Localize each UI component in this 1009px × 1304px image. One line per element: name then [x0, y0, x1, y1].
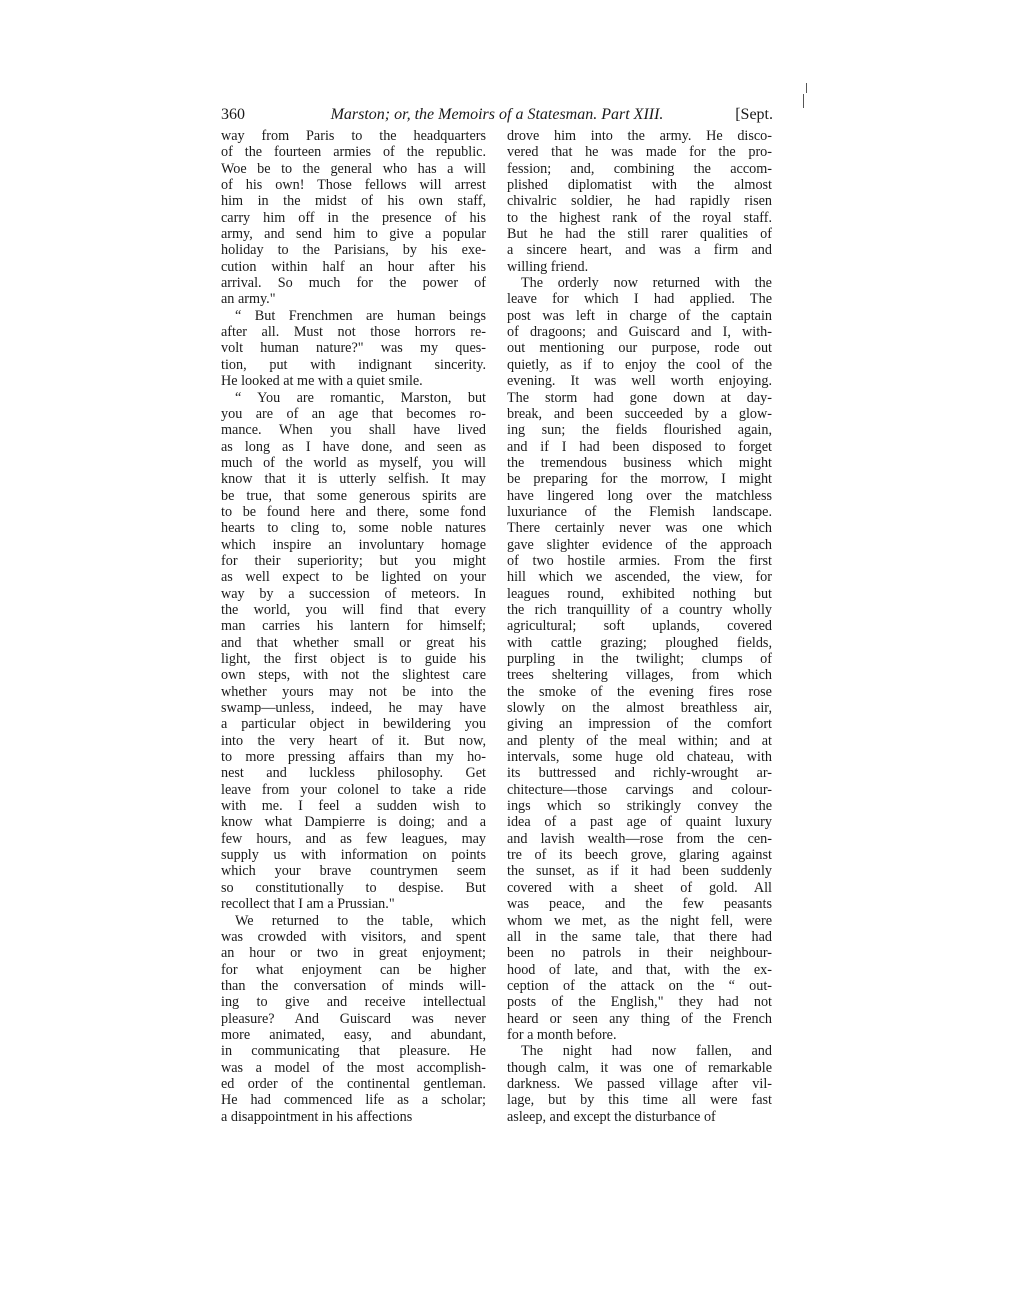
- left-text-column: [221, 128, 486, 1125]
- text-line: be true, that some generous spirits are: [221, 487, 486, 504]
- text-line: man carries his lantern for himself;: [221, 618, 486, 635]
- text-line: the tremendous business which might: [507, 454, 772, 471]
- text-line: to the highest rank of the royal staff.: [507, 209, 772, 226]
- text-line: chivalric soldier, he had rapidly risen: [507, 193, 772, 210]
- text-line: agricultural; soft uplands, covered: [507, 618, 772, 635]
- text-line: which your brave countrymen seem: [221, 863, 486, 880]
- text-line: which inspire an involuntary homage: [221, 536, 486, 553]
- page-number: 360: [221, 106, 245, 123]
- text-line: giving an impression of the comfort: [507, 716, 772, 733]
- text-line: recollect that I am a Prussian.": [221, 896, 395, 913]
- text-line: leave for which I had applied. The: [507, 291, 772, 308]
- text-line: carry him off in the presence of his: [221, 209, 486, 226]
- text-line: There certainly never was one which: [507, 520, 772, 537]
- text-line: in communicating that pleasure. He: [221, 1043, 486, 1060]
- text-line: for what enjoyment can be higher: [221, 961, 486, 978]
- text-line: break, and been succeeded by a glow-: [507, 405, 772, 422]
- text-line: much of the world as myself, you will: [221, 454, 486, 471]
- text-line: with me. I feel a sudden wish to: [221, 798, 486, 815]
- text-line: chitecture—those carvings and colour-: [507, 781, 772, 798]
- text-line: few hours, and as few leagues, may: [221, 830, 486, 847]
- text-line: to more pressing affairs than my ho-: [221, 749, 486, 766]
- text-line: though calm, it was one of remarkable: [507, 1059, 772, 1076]
- text-line: arrival. So much for the power of: [221, 275, 486, 292]
- text-line: after all. Must not those horrors re-: [221, 324, 486, 341]
- text-line: ing to give and receive intellectual: [221, 994, 486, 1011]
- text-line: a disappointment in his affections: [221, 1108, 413, 1125]
- text-line: The orderly now returned with the: [521, 275, 772, 292]
- text-line: hood of late, and that, with the ex-: [507, 961, 772, 978]
- text-line: way from Paris to the headquarters: [221, 128, 486, 144]
- text-line: drove him into the army. He disco-: [507, 128, 772, 144]
- text-line: But he had the still rarer qualities of: [507, 226, 772, 243]
- text-line: light, the first object is to guide his: [221, 651, 486, 667]
- text-line: so constitutionally to despise. But: [221, 879, 486, 896]
- text-line: as well expect to be lighted on your: [221, 569, 486, 586]
- text-line: tion, put with indignant sincerity.: [221, 356, 486, 373]
- text-line: He had commenced life as a scholar;: [221, 1092, 486, 1109]
- text-line: ings which so strikingly convey the: [507, 798, 772, 815]
- text-line: swamp—unless, indeed, he may have: [221, 700, 486, 717]
- text-line: intervals, some huge old chateau, with: [507, 749, 772, 766]
- text-line: asleep, and except the disturbance of: [507, 1108, 716, 1125]
- text-line: cution within half an hour after his: [221, 258, 486, 275]
- text-line: plished diplomatist with the almost: [507, 177, 772, 194]
- text-line: way by a succession of meteors. In: [221, 585, 486, 602]
- text-line: know that it is utterly selfish. It may: [221, 471, 486, 488]
- text-line: hill which we ascended, the view, for: [507, 569, 772, 586]
- issue-marker: [Sept.: [735, 106, 773, 123]
- text-line: vered that he was made for the pro-: [507, 144, 772, 161]
- text-line: than the conversation of minds will-: [221, 977, 486, 994]
- text-line: nest and luckless philosophy. Get: [221, 765, 486, 782]
- text-line: Woe be to the general who has a will: [221, 160, 486, 177]
- text-line: leagues round, exhibited nothing but: [507, 585, 772, 602]
- margin-mark: [806, 83, 807, 93]
- text-line: was crowded with visitors, and spent: [221, 928, 486, 945]
- text-line: be preparing for the morrow, I might: [507, 471, 772, 488]
- text-line: The night had now fallen, and: [521, 1043, 772, 1060]
- text-line: “ You are romantic, Marston, but: [235, 389, 486, 406]
- text-line: out mentioning our purpose, rode out: [507, 340, 772, 357]
- text-line: and that whether small or great his: [221, 634, 486, 651]
- text-line: was peace, and the few peasants: [507, 896, 772, 913]
- text-line: The storm had gone down at day-: [507, 389, 772, 406]
- text-line: leave from your colonel to take a ride: [221, 781, 486, 798]
- text-line: was a model of the most accomplish-: [221, 1059, 486, 1076]
- text-line: evening. It was well worth enjoying.: [507, 373, 772, 390]
- text-line: heard or seen any thing of the French: [507, 1010, 772, 1027]
- text-line: of his own! Those fellows will arrest: [221, 177, 486, 194]
- text-line: more animated, easy, and abundant,: [221, 1026, 486, 1043]
- text-line: darkness. We passed village after vil-: [507, 1075, 772, 1092]
- page-header: [221, 103, 773, 127]
- text-line: a sincere heart, and was a firm and: [507, 242, 772, 259]
- text-line: luxuriance of the Flemish landscape.: [507, 503, 772, 520]
- text-line: gave slighter evidence of the approach: [507, 536, 772, 553]
- margin-mark: [803, 94, 804, 108]
- text-line: tre of its beech grove, glaring against: [507, 847, 772, 864]
- text-line: post was left in charge of the captain: [507, 307, 772, 324]
- text-line: supply us with information on points: [221, 847, 486, 864]
- text-line: for their superiority; but you might: [221, 552, 486, 569]
- text-line: and if I had been disposed to forget: [507, 438, 772, 455]
- text-line: “ But Frenchmen are human beings: [235, 307, 486, 324]
- text-line: have lingered long over the matchless: [507, 487, 772, 504]
- text-line: fession; and, combining the accom-: [507, 160, 772, 177]
- text-line: a particular object in bewildering you: [221, 716, 486, 733]
- text-line: into the very heart of it. But now,: [221, 732, 486, 749]
- text-line: all in the same tale, that there had: [507, 928, 772, 945]
- text-line: quietly, as if to enjoy the cool of the: [507, 356, 772, 373]
- text-line: volt human nature?" was my ques-: [221, 340, 486, 357]
- text-line: and lavish wealth—rose from the cen-: [507, 830, 772, 847]
- text-line: its buttressed and richly-wrought ar-: [507, 765, 772, 782]
- text-line: ed order of the continental gentleman.: [221, 1075, 486, 1092]
- text-line: the smoke of the evening fires rose: [507, 683, 772, 700]
- text-line: slowly on the almost breathless air,: [507, 700, 772, 717]
- text-line: been no patrols in their neighbour-: [507, 945, 772, 962]
- text-line: posts of the English," they had not: [507, 994, 772, 1011]
- text-line: ing sun; the fields flourished again,: [507, 422, 772, 439]
- text-line: with cattle grazing; ploughed fields,: [507, 634, 772, 651]
- text-line: He looked at me with a quiet smile.: [221, 373, 423, 390]
- text-line: covered with a sheet of gold. All: [507, 879, 772, 896]
- text-line: of dragoons; and Guiscard and I, with-: [507, 324, 772, 341]
- text-line: of two hostile armies. From the first: [507, 552, 772, 569]
- text-line: lage, but by this time all were fast: [507, 1092, 772, 1109]
- text-line: him in the midst of his own staff,: [221, 193, 486, 210]
- right-text-column: [507, 128, 772, 1125]
- text-line: for a month before.: [507, 1026, 617, 1043]
- text-line: an hour or two in great enjoyment;: [221, 945, 486, 962]
- text-line: to be found here and there, some fond: [221, 503, 486, 520]
- running-title: Marston; or, the Memoirs of a Statesman. Part XIII.: [330, 106, 664, 123]
- text-line: an army.": [221, 291, 276, 308]
- text-line: holiday to the Parisians, by his exe-: [221, 242, 486, 259]
- text-line: you are of an age that becomes ro-: [221, 405, 486, 422]
- text-line: the sunset, as if it had been suddenly: [507, 863, 772, 880]
- text-line: willing friend.: [507, 258, 589, 275]
- text-line: know what Dampierre is doing; and a: [221, 814, 486, 831]
- text-line: and plenty of the meal within; and at: [507, 732, 772, 749]
- text-line: own steps, with not the slightest care: [221, 667, 486, 684]
- text-line: pleasure? And Guiscard was never: [221, 1010, 486, 1027]
- text-line: whether yours may not be into the: [221, 683, 486, 700]
- text-line: as long as I have done, and seen as: [221, 438, 486, 455]
- text-line: the rich tranquillity of a country wholly: [507, 601, 772, 618]
- text-line: hearts to cling to, some noble natures: [221, 520, 486, 537]
- text-line: trees sheltering villages, from which: [507, 667, 772, 684]
- text-line: We returned to the table, which: [235, 912, 486, 929]
- text-line: of the fourteen armies of the republic.: [221, 144, 486, 161]
- text-line: the world, you will find that every: [221, 601, 486, 618]
- text-line: ception of the attack on the “ out-: [507, 977, 772, 994]
- text-line: whom we met, as the night fell, were: [507, 912, 772, 929]
- text-line: purpling in the twilight; clumps of: [507, 651, 772, 667]
- text-line: mance. When you shall have lived: [221, 422, 486, 439]
- text-line: army, and send him to give a popular: [221, 226, 486, 243]
- text-line: idea of a past age of quaint luxury: [507, 814, 772, 831]
